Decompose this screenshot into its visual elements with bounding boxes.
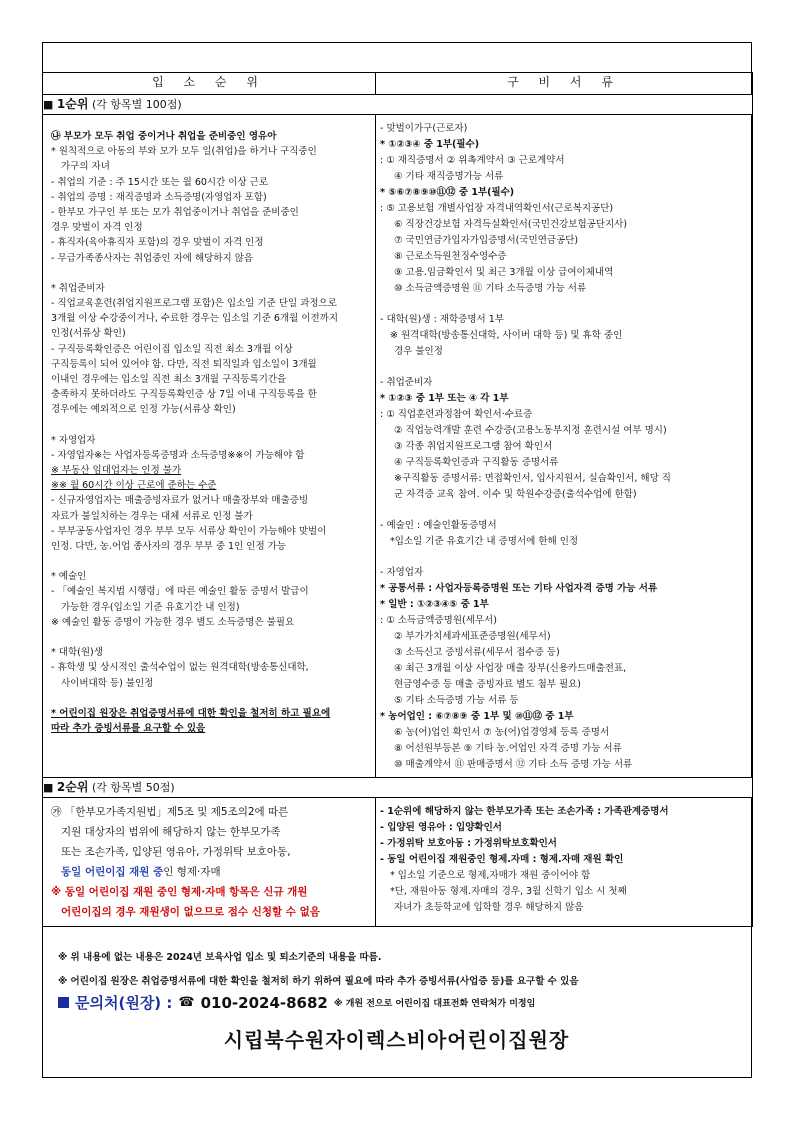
- admission-table: [42, 72, 753, 927]
- spacer: [380, 550, 746, 565]
- text-line: - 1순위에 해당하지 않는 한부모가족 또는 조손가족 : 가족관계증명서: [380, 806, 669, 817]
- text-line: * 공통서류 : 사업자등록증명원 또는 기타 사업자격 증명 가능 서류: [380, 583, 658, 594]
- text-line: - 취업준비자: [380, 377, 433, 388]
- text-line: : ① 소득금액증명원(세무서): [380, 615, 497, 626]
- text-line: * 자영업자: [51, 434, 96, 446]
- text-line: * 입소일 기준으로 형제,자매가 재원 중이어야 함: [390, 870, 591, 881]
- text-line: - 자영업자: [380, 567, 424, 578]
- text-line: ⑥ 직장건강보험 자격득실확인서(국민건강보험공단지사): [394, 219, 628, 230]
- spacer: [51, 554, 367, 569]
- footnote: ※ 어린이집 원장은 취업증명서류에 대한 확인을 철저히 하기 위하여 필요에 따라 추가 증빙서류(사업증 등)를 요구할 수 있음: [58, 976, 579, 987]
- text-line: * ⑤⑥⑦⑧⑨⑩⑪⑫ 중 1부(필수): [380, 187, 515, 198]
- text-line: : ① 재직증명서 ② 위촉계약서 ③ 근로계약서: [380, 155, 565, 166]
- text-line: 군 자격증 교육 참여. 이수 및 학원수강증(출석수업에 한함): [394, 489, 637, 500]
- text-line: 현금영수증 등 매출 증빙자료 별도 첨부 필요): [394, 679, 582, 690]
- rank2-documents: [376, 798, 753, 927]
- text-line: 자료가 불일치하는 경우는 대체 서류로 인정 불가: [51, 510, 253, 522]
- header-admission-priority: 입 소 순 위: [43, 73, 376, 95]
- text-line: ⑩ 매출계약서 ⑪ 판매증명서 ⑫ 기타 소득 증명 가능 서류: [394, 759, 633, 770]
- text-line: ※ 부동산 임대업자는 인정 불가: [51, 465, 182, 477]
- text-line: ※구직활동 증명서류: 면접확인서, 입사지원서, 실습확인서, 해당 직: [394, 473, 671, 484]
- text-line: * 취업준비자: [51, 282, 105, 294]
- text-line: 충족하지 못하더라도 구직등록확인증 상 7일 이내 구직등록을 한: [51, 389, 317, 401]
- text-line: - 자영업자※는 사업자등록증명과 소득증명※※이 가능해야 함: [51, 449, 305, 461]
- text-line: - 가정위탁 보호아동 : 가정위탁보호확인서: [380, 838, 557, 849]
- text-line: ③ 각종 취업지원프로그램 참여 확인서: [394, 441, 553, 452]
- text-line: - 「예술인 복지법 시행령」에 따른 예술인 활동 증명서 발급이: [51, 586, 309, 598]
- text-line: 사이버대학 등) 불인정: [61, 677, 154, 689]
- rank2-label: 2순위: [56, 780, 89, 794]
- text-line: - 무급가족종사자는 취업중인 자에 해당하지 않음: [51, 252, 254, 264]
- rank2-criteria: [43, 798, 376, 927]
- text-line: ㉯ 부모가 모두 취업 중이거나 취업을 준비중인 영유아: [51, 131, 277, 142]
- phone-icon: ☎: [178, 995, 195, 1010]
- text-line: 경우 불인정: [394, 346, 443, 357]
- text-line: *입소일 기준 유효기간 내 증명서에 한해 인정: [390, 536, 579, 547]
- text-line: - 휴직자(육아휴직자 포함)의 경우 맞벌이 자격 인정: [51, 237, 264, 249]
- text-line: - 신규자영업자는 매출증빙자료가 없거나 매출장부와 매출증빙: [51, 495, 309, 507]
- text-line: ⑦ 국민연금가입자가입증명서(국민연금공단): [394, 235, 579, 246]
- rank1-note: (각 항목별 100점): [91, 98, 182, 111]
- text-line: *단, 재원아동 형제.자매의 경우, 3월 신학기 입소 시 첫째: [390, 886, 627, 897]
- spacer: [51, 418, 367, 433]
- text-line: 3개월 이상 수강중이거나, 수료한 경우는 입소일 기준 6개월 이전까지: [51, 313, 339, 325]
- text-line: ③ 소득신고 증빙서류(세무서 접수증 등): [394, 647, 560, 658]
- header-required-documents: 구 비 서 류: [376, 73, 753, 95]
- text-line: 가구의 자녀: [61, 161, 110, 173]
- text-line: 인정(서류상 확인): [51, 328, 126, 340]
- sibling-highlight: 동일 어린이집 재원 중: [61, 866, 164, 878]
- text-line: : ① 직업훈련과정참여 확인서·수료증: [380, 409, 533, 420]
- text-line: * 원칙적으로 아동의 부와 모가 모두 일(취업)을 하거나 구직중인: [51, 146, 317, 158]
- text-line: * 어린이집 원장은 취업증명서류에 대한 확인을 철저히 하고 필요에: [51, 707, 331, 719]
- spacer: [380, 503, 746, 518]
- contact-note: ※ 개원 전으로 어린이집 대표전화 연락처가 미정임: [333, 999, 536, 1009]
- text-line: 따라 추가 증빙서류를 요구할 수 있음: [51, 722, 206, 734]
- rank1-criteria: [43, 115, 376, 778]
- spacer: [51, 266, 367, 281]
- rank2-line: 또는 조손가족, 입양된 영유아, 가정위탁 보호아동,: [61, 846, 291, 858]
- text-line: 인정. 다만, 농.어업 종사자의 경우 부부 중 1인 인정 가능: [51, 541, 286, 553]
- spacer: [380, 297, 746, 312]
- signature: 시립북수원자이렉스비아어린이집원장: [223, 1028, 570, 1052]
- text-line: - 취업의 기준 : 주 15시간 또는 월 60시간 이상 근로: [51, 176, 269, 188]
- text-line: * 농어업인 : ⑥⑦⑧⑨ 중 1부 및 ⑩⑪⑫ 중 1부: [380, 711, 574, 722]
- text-line: - 부부공동사업자인 경우 부부 모두 서류상 확인이 가능해야 맞벌이: [51, 525, 327, 537]
- text-line: ※ 예술인 활동 증명이 가능한 경우 별도 소득증명은 불필요: [51, 616, 295, 628]
- contact-label: 문의처(원장) :: [75, 994, 173, 1012]
- rank1-documents: [376, 115, 753, 778]
- text-line: - 구직등록확인증은 어린이집 입소일 직전 최소 3개월 이상: [51, 343, 293, 355]
- rank2-content-row: [43, 798, 753, 927]
- table-header-row: [43, 73, 753, 95]
- rank2-line: 지원 대상자의 범위에 해당하지 않는 한부모가족: [61, 826, 281, 838]
- contact-phone: 010-2024-8682: [200, 993, 328, 1012]
- square-bullet-icon: [58, 997, 69, 1008]
- text-line: 이내인 경우에는 입소일 직전 최소 3개월 구직등록기간을: [51, 374, 287, 386]
- text-line: ④ 기타 재직증명가능 서류: [394, 171, 504, 182]
- text-line: ※ 원격대학(방송통신대학, 사이버 대학 등) 및 휴학 중인: [390, 330, 623, 341]
- text-line: - 맞벌이가구(근로자): [380, 123, 468, 134]
- text-line: * 일반 : ①②③④⑤ 중 1부: [380, 599, 489, 610]
- text-line: - 직업교육훈련(취업지원프로그램 포함)은 입소일 기준 단일 과정으로: [51, 298, 337, 310]
- rank1-content-row: [43, 115, 753, 778]
- text-line: ⑤ 기타 소득증명 가능 서류 등: [394, 695, 519, 706]
- footnote: ※ 위 내용에 없는 내용은 2024년 보육사업 입소 및 퇴소기준의 내용을 따름.: [58, 952, 382, 963]
- text-line: * ①②③④ 중 1부(필수): [380, 139, 480, 150]
- warning-note: ※ 동일 어린이집 재원 중인 형제·자매 항목은 신규 개원: [51, 886, 308, 898]
- square-icon: ■: [43, 98, 54, 111]
- text-line: 경우에는 예외적으로 인정 가능(서류상 확인): [51, 404, 236, 416]
- contact-line: [58, 992, 535, 1013]
- rank2-note: (각 항목별 50점): [91, 781, 175, 794]
- rank2-line: ㉮ 「한부모가족지원법」제5조 및 제5조의2에 따른: [51, 806, 289, 818]
- text-line: ※※ 월 60시간 이상 근로에 준하는 수준: [51, 480, 217, 492]
- text-line: - 휴학생 및 상시적인 출석수업이 없는 원격대학(방송통신대학,: [51, 662, 309, 674]
- text-line: ④ 구직등록확인증과 구직활동 증명서류: [394, 457, 559, 468]
- text-line: : ⑤ 고용보험 개별사업장 자격내역확인서(근로복지공단): [380, 203, 614, 214]
- text-line: 구직등록이 되어 있어야 함. 다만, 직전 퇴직일과 입소일이 3개월: [51, 358, 317, 370]
- rank1-label: 1순위: [56, 97, 89, 111]
- text-line: ⑩ 소득금액증명원 ⑪ 기타 소득증명 가능 서류: [394, 283, 587, 294]
- warning-note: 어린이집의 경우 재원생이 없으므로 점수 신청할 수 없음: [61, 906, 320, 918]
- text-line: - 취업의 증명 : 재직증명과 소득증명(자영업자 포함): [51, 191, 267, 203]
- text-line: ② 부가가치세과세표준증명원(세무서): [394, 631, 551, 642]
- text-line: - 동일 어린이집 재원중인 형제.자매 : 형제.자매 재원 확인: [380, 854, 624, 865]
- text-line: 경우 맞벌이 자격 인정: [51, 222, 143, 234]
- text-line: 가능한 경우(입소일 기준 유효기간 내 인정): [61, 601, 240, 613]
- text-line: ⑨ 고용.임금확인서 및 최근 3개월 이상 급여이체내역: [394, 267, 614, 278]
- text-line: - 한부모 가구인 부 또는 모가 취업중이거나 취업을 준비중인: [51, 207, 299, 219]
- text-line: ⑥ 농(어)업인 확인서 ⑦ 농(어)업경영체 등록 증명서: [394, 727, 610, 738]
- rank2-row: [43, 778, 753, 798]
- spacer: [51, 691, 367, 706]
- text-line: ④ 최근 3개월 이상 사업장 매출 장부(신용카드매출전표,: [394, 663, 627, 674]
- text-line: ⑧ 어선원부등본 ⑨ 기타 농.어업인 자격 증명 가능 서류: [394, 743, 622, 754]
- text-line: * 예술인: [51, 571, 87, 583]
- text-line: * 대학(원)생: [51, 647, 103, 659]
- text-line: - 대학(원)생 : 재학증명서 1부: [380, 314, 504, 325]
- text-line: ⑧ 근로소득원천징수영수증: [394, 251, 507, 262]
- spacer: [51, 630, 367, 645]
- text-line: ② 직업능력개발 훈련 수강증(고용노동부지정 훈련시설 여부 명시): [394, 425, 667, 436]
- text-line: 자녀가 초등학교에 입학할 경우 해당하지 않음: [394, 902, 584, 913]
- square-icon: ■: [43, 781, 54, 794]
- text-line: * ①②③ 중 1부 또는 ④ 각 1부: [380, 393, 509, 404]
- rank1-row: [43, 95, 753, 115]
- rank2-line: 인 형제·자매: [163, 866, 221, 878]
- text-line: - 입양된 영유아 : 입양확인서: [380, 822, 502, 833]
- footnotes: [58, 946, 748, 994]
- text-line: - 예술인 : 예술인활동증명서: [380, 520, 497, 531]
- spacer: [380, 360, 746, 375]
